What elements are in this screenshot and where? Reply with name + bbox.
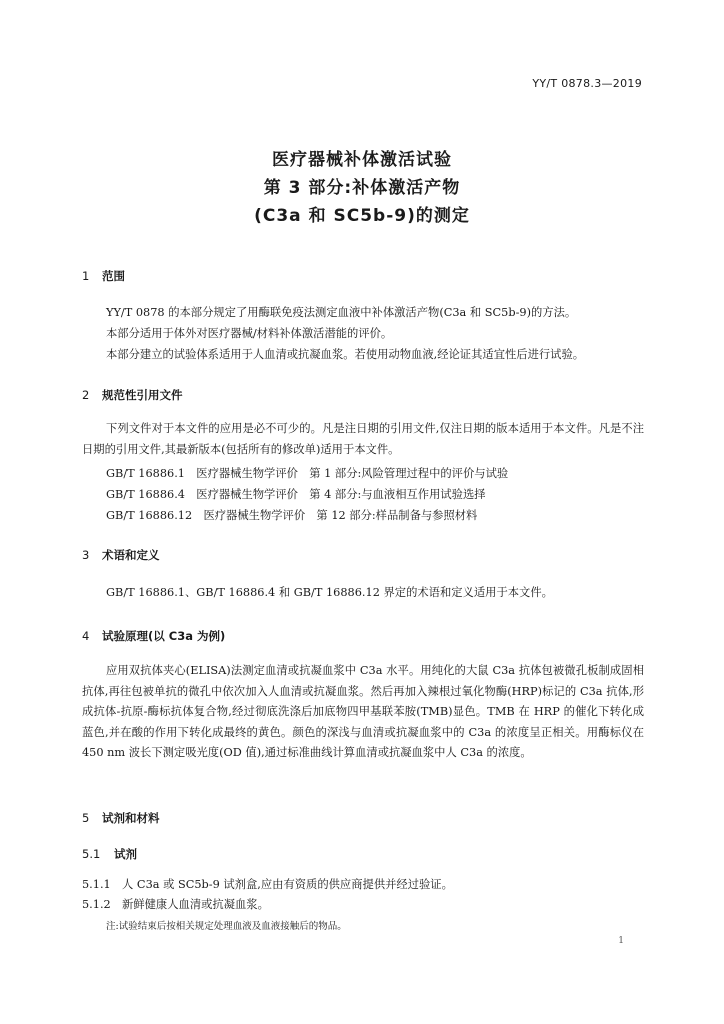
paragraph: YY/T 0878 的本部分规定了用酶联免疫法测定血液中补体激活产物(C3a 和 SC5b-9)的方法。 xyxy=(106,306,577,319)
subsection-title: 试剂 xyxy=(114,847,137,861)
section-number: 4 xyxy=(82,629,90,643)
section-3-heading xyxy=(82,547,160,563)
section-4-heading xyxy=(82,628,225,644)
section-title: 范围 xyxy=(102,269,125,283)
page-number: 1 xyxy=(618,936,624,946)
title-line-2: 第 3 部分:补体激活产物 xyxy=(263,178,461,198)
paragraph: 下列文件对于本文件的应用是必不可少的。凡是注日期的引用文件,仅注日期的版本适用于本文件。凡是不注日期的引用文件,其最新版本(包括所有的修改单)适用于本文件。 xyxy=(82,422,644,456)
paragraph: 本部分建立的试验体系适用于人血清或抗凝血浆。若使用动物血液,经论证其适宜性后进行试验。 xyxy=(106,348,585,361)
section-title: 试验原理(以 C3a 为例) xyxy=(102,629,226,643)
clause-item: 5.1.2 新鲜健康人血清或抗凝血浆。 xyxy=(82,898,269,911)
reference-item: GB/T 16886.4 医疗器械生物学评价 第 4 部分:与血液相互作用试验选择 xyxy=(106,488,486,501)
section-title: 规范性引用文件 xyxy=(102,388,183,402)
subsection-5-1-heading xyxy=(82,846,137,862)
section-5-heading xyxy=(82,810,160,826)
section-number: 1 xyxy=(82,269,90,283)
clause-item: 5.1.1 人 C3a 或 SC5b-9 试剂盒,应由有资质的供应商提供并经过验证。 xyxy=(82,878,453,891)
title-line-1: 医疗器械补体激活试验 xyxy=(272,150,452,170)
reference-item: GB/T 16886.12 医疗器械生物学评价 第 12 部分:样品制备与参照材料 xyxy=(106,509,478,522)
standard-code: YY/T 0878.3—2019 xyxy=(532,77,642,90)
section-title: 术语和定义 xyxy=(102,548,160,562)
section-number: 3 xyxy=(82,548,90,562)
subsection-number: 5.1 xyxy=(82,847,101,861)
section-1-heading xyxy=(82,268,125,284)
paragraph: 本部分适用于体外对医疗器械/材料补体激活潜能的评价。 xyxy=(106,327,393,340)
reference-item: GB/T 16886.1 医疗器械生物学评价 第 1 部分:风险管理过程中的评价与试验 xyxy=(106,467,509,480)
section-title: 试剂和材料 xyxy=(102,811,160,825)
section-number: 2 xyxy=(82,388,90,402)
section-2-heading xyxy=(82,387,183,403)
note: 注:试验结束后按相关规定处理血液及血液接触后的物品。 xyxy=(106,921,347,932)
section-number: 5 xyxy=(82,811,90,825)
paragraph: GB/T 16886.1、GB/T 16886.4 和 GB/T 16886.12 界定的术语和定义适用于本文件。 xyxy=(106,586,553,599)
title-line-3: (C3a 和 SC5b-9)的测定 xyxy=(254,206,470,226)
paragraph: 应用双抗体夹心(ELISA)法测定血清或抗凝血浆中 C3a 水平。用纯化的大鼠 C3a 抗体包被微孔板制成固相抗体,再往包被单抗的微孔中依次加入人血清或抗凝血浆。然后再加入辣根过氧化物酶(HRP)标记的 C3a 抗体,形成抗体-抗原-酶标抗体复合物,经过彻底洗涤后加底物四甲基联苯胺(TMB)显色。TMB 在 HRP 的催化下转化成蓝色,并在酸的作用下转化成最终的黄色。颜色的深浅与血清或抗凝血浆中的 C3a 的浓度呈正相关。用酶标仪在 450 nm 波长下测定吸光度(OD 值),通过标准曲线计算血清或抗凝血浆中人 C3a 的浓度。 xyxy=(82,664,644,759)
